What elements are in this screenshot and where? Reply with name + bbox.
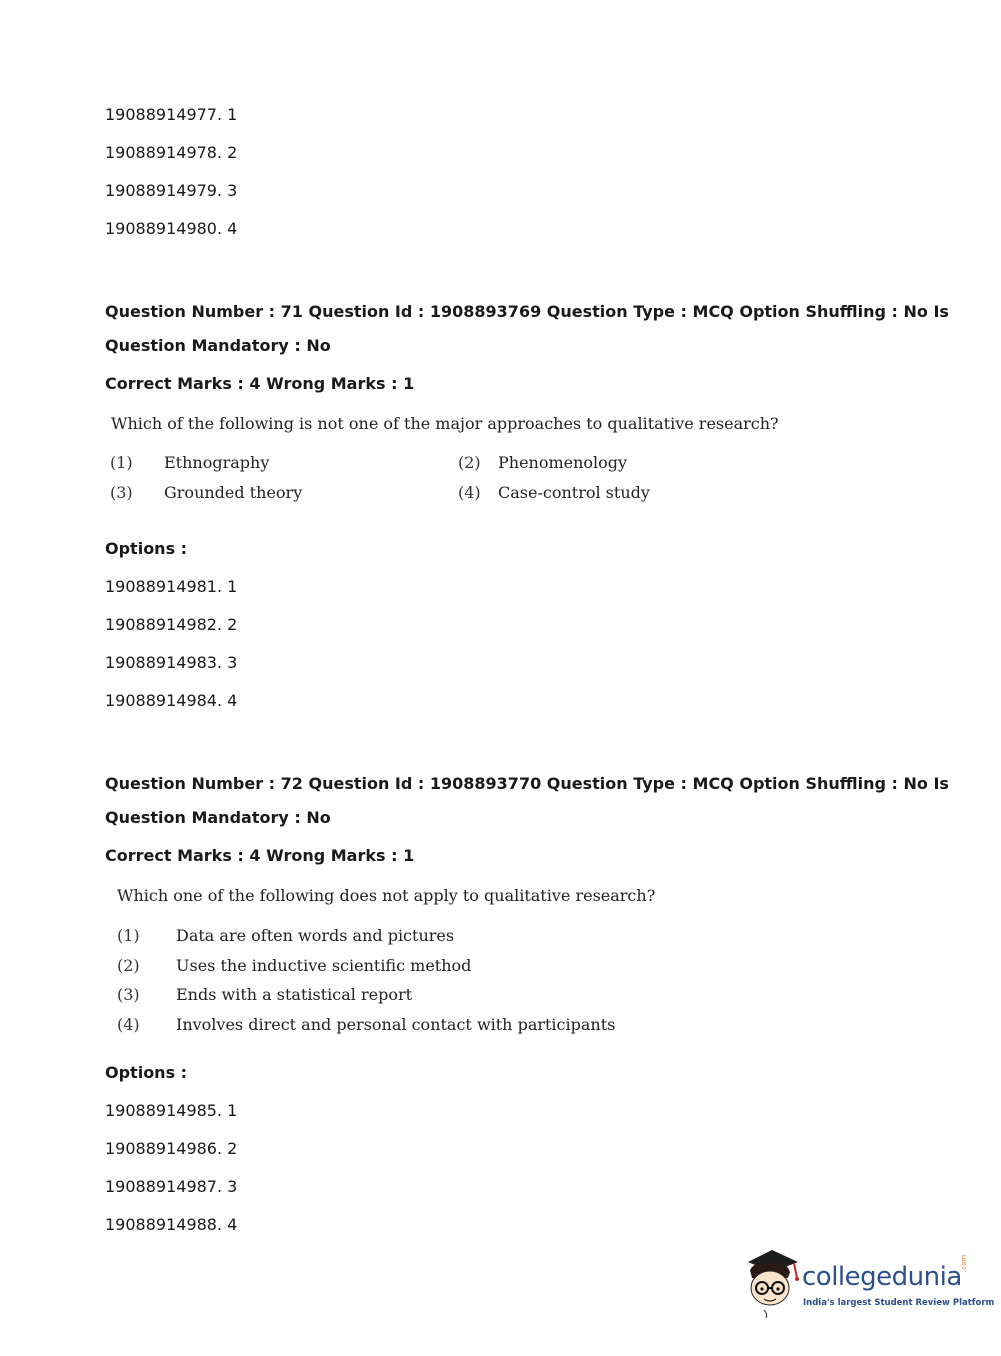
choice-number: (4) (458, 483, 481, 502)
choice-number: (1) (110, 453, 133, 472)
choice-number: (3) (110, 483, 133, 502)
choice-number: (2) (117, 956, 140, 975)
choice-number: (4) (117, 1015, 140, 1034)
logo-wordmark: collegedunia (802, 1262, 962, 1292)
logo-tagline: India's largest Student Review Platform (803, 1298, 995, 1308)
choice-text: Involves direct and personal contact with participants (176, 1015, 616, 1034)
choice-text: Data are often words and pictures (176, 926, 455, 945)
option-line: 19088914981. 1 (105, 577, 238, 596)
option-line: 19088914985. 1 (105, 1101, 238, 1120)
choice-text: Uses the inductive scientific method (176, 956, 472, 975)
option-line: 19088914988. 4 (105, 1215, 238, 1234)
question-marks: Correct Marks : 4 Wrong Marks : 1 (105, 846, 415, 865)
choice-text: Ends with a statistical report (176, 985, 413, 1004)
choice-text: Grounded theory (164, 483, 303, 502)
option-line: 19088914980. 4 (105, 219, 238, 238)
question-header: Question Number : 72 Question Id : 1908893770 Question Type : MCQ Option Shuffling : No Is (105, 774, 949, 793)
question-header: Question Number : 71 Question Id : 1908893769 Question Type : MCQ Option Shuffling : No Is (105, 302, 949, 321)
question-marks: Correct Marks : 4 Wrong Marks : 1 (105, 374, 415, 393)
option-line: 19088914978. 2 (105, 143, 238, 162)
option-line: 19088914986. 2 (105, 1139, 238, 1158)
question-text: Which of the following is not one of the major approaches to qualitative research? (111, 414, 779, 433)
choice-text: Case-control study (498, 483, 650, 502)
collegedunia-logo (742, 1248, 995, 1318)
option-line: 19088914979. 3 (105, 181, 238, 200)
mascot-icon (742, 1248, 802, 1318)
choice-number: (2) (458, 453, 481, 472)
options-label: Options : (105, 539, 188, 558)
choice-text: Phenomenology (498, 453, 628, 472)
options-label: Options : (105, 1063, 188, 1082)
choice-text: Ethnography (164, 453, 270, 472)
choice-number: (3) (117, 985, 140, 1004)
question-mandatory: Question Mandatory : No (105, 808, 331, 827)
choice-number: (1) (117, 926, 140, 945)
option-line: 19088914982. 2 (105, 615, 238, 634)
option-line: 19088914983. 3 (105, 653, 238, 672)
option-line: 19088914987. 3 (105, 1177, 238, 1196)
option-line: 19088914977. 1 (105, 105, 238, 124)
question-mandatory: Question Mandatory : No (105, 336, 331, 355)
option-line: 19088914984. 4 (105, 691, 238, 710)
logo-com: .com (960, 1254, 968, 1272)
question-text: Which one of the following does not apply to qualitative research? (117, 886, 656, 905)
